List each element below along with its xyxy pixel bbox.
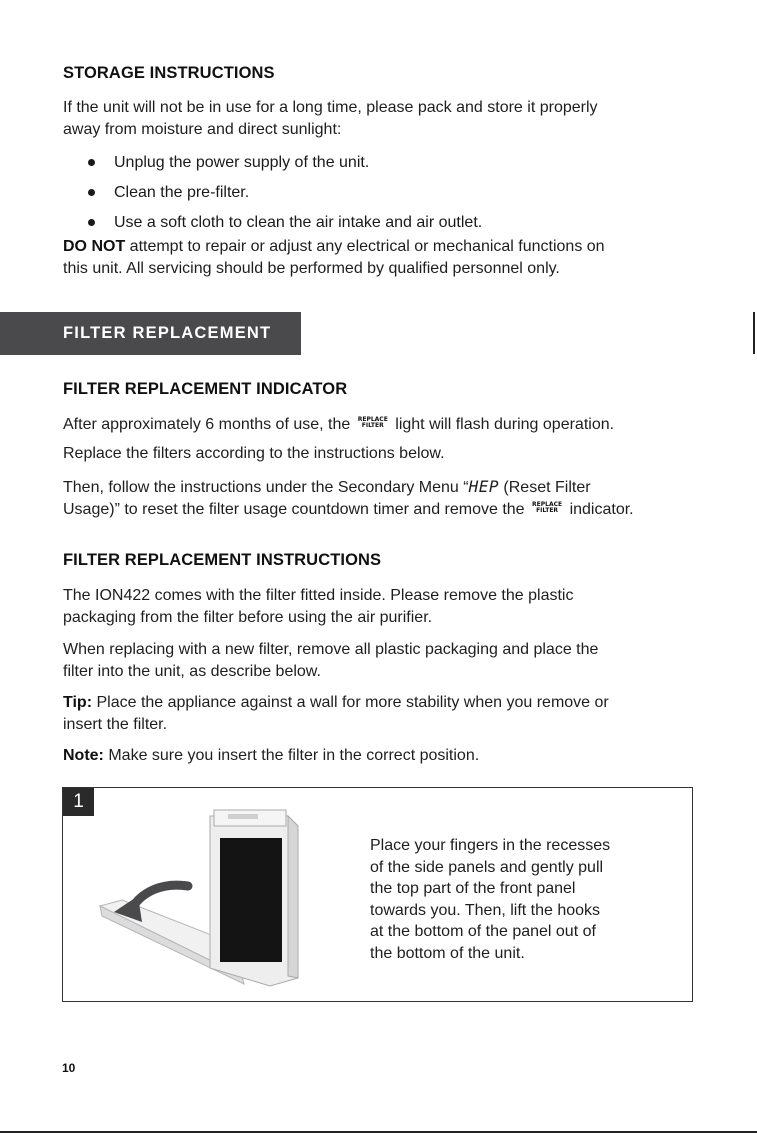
page-edge-marker	[753, 312, 755, 354]
replace-filter-icon-bottom: FILTER	[361, 422, 384, 429]
indicator-text: (Reset Filter	[498, 479, 591, 496]
indicator-text: light will flash during operation.	[395, 416, 615, 433]
air-purifier-illustration	[92, 808, 332, 993]
storage-warning-line-2: this unit. All servicing should be performed by qualified personnel only.	[63, 259, 560, 277]
instructions-p2-line-2: filter into the unit, as describe below.	[63, 662, 321, 680]
indicator-paragraph-3-line-2	[63, 499, 753, 521]
tip-label: Tip:	[63, 694, 93, 711]
bullet-dot-icon	[88, 159, 95, 166]
instructions-paragraph-1	[63, 585, 753, 628]
tip-line-1	[63, 692, 753, 714]
unit-display-window	[228, 814, 258, 819]
storage-intro-line-2: away from moisture and direct sunlight:	[63, 120, 342, 138]
step-text-line: the bottom of the unit.	[370, 944, 525, 962]
pull-arrow-icon	[132, 885, 188, 908]
storage-intro-line-1: If the unit will not be in use for a long time, please pack and store it properly	[63, 99, 598, 116]
tip-paragraph	[63, 692, 753, 735]
unit-side-panel	[288, 816, 298, 978]
storage-warning-line-1	[63, 236, 753, 258]
bullet-dot-icon	[88, 189, 95, 196]
warning-text: attempt to repair or adjust any electrical or mechanical functions on	[125, 238, 605, 255]
section-banner-label: FILTER REPLACEMENT	[63, 324, 272, 342]
indicator-text: Then, follow the instructions under the Secondary Menu “	[63, 479, 469, 496]
bullet-dot-icon	[88, 219, 95, 226]
step-text-line: the top part of the front panel	[370, 880, 576, 897]
page-number: 10	[62, 1061, 76, 1075]
tip-text: Place the appliance against a wall for more stability when you remove or	[92, 694, 609, 711]
step-text-line: towards you. Then, lift the hooks	[370, 901, 601, 919]
list-item	[88, 182, 728, 212]
instructions-p1-line-2: packaging from the filter before using the air purifier.	[63, 608, 433, 626]
section-banner	[0, 312, 301, 355]
lcd-code-hep: HEP	[468, 477, 499, 496]
storage-heading: STORAGE INSTRUCTIONS	[63, 64, 275, 82]
filter-shape	[220, 838, 282, 962]
list-item-text: Clean the pre-filter.	[114, 184, 250, 201]
replace-filter-icon	[358, 417, 388, 429]
indicator-text: After approximately 6 months of use, the	[63, 416, 351, 433]
instructions-paragraph-2	[63, 639, 753, 682]
indicator-heading: FILTER REPLACEMENT INDICATOR	[63, 380, 348, 398]
step-1-text	[370, 835, 660, 964]
list-item	[88, 152, 728, 182]
instructions-p2-line-1: When replacing with a new filter, remove all plastic packaging and place the	[63, 641, 599, 658]
replace-filter-icon-bottom: FILTER	[536, 506, 559, 514]
note-label: Note:	[63, 747, 104, 764]
note-text: Make sure you insert the filter in the correct position.	[103, 747, 480, 764]
instructions-p1-line-1: The ION422 comes with the filter fitted inside. Please remove the plastic	[63, 587, 574, 604]
replace-filter-icon-top: REPLACE	[532, 500, 563, 508]
indicator-paragraph-3-line-1	[63, 476, 753, 499]
step-text-line: Place your fingers in the recesses	[370, 837, 611, 854]
indicator-paragraph-1	[63, 414, 753, 436]
indicator-text: indicator.	[569, 500, 634, 518]
note-paragraph	[63, 745, 753, 767]
indicator-paragraph-2: Replace the filters according to the instructions below.	[63, 445, 445, 462]
warning-label: DO NOT	[63, 238, 126, 255]
indicator-text: Usage)” to reset the filter usage countdown timer and remove the	[63, 500, 525, 518]
list-item-text: Use a soft cloth to clean the air intake and air outlet.	[114, 214, 483, 231]
replace-filter-icon	[532, 502, 562, 514]
step-text-line: at the bottom of the panel out of	[370, 923, 596, 940]
indicator-paragraph-3	[63, 476, 753, 520]
storage-warning	[63, 236, 753, 279]
list-item-text: Unplug the power supply of the unit.	[114, 154, 370, 171]
instructions-heading: FILTER REPLACEMENT INSTRUCTIONS	[63, 551, 382, 569]
step-text-line: of the side panels and gently pull	[370, 858, 604, 876]
replace-filter-icon-top: REPLACE	[357, 416, 388, 423]
storage-intro	[63, 97, 743, 140]
storage-bullet-list	[88, 152, 728, 242]
tip-line-2: insert the filter.	[63, 715, 168, 733]
step-number-badge: 1	[63, 788, 94, 816]
bottom-rule	[0, 1131, 757, 1133]
